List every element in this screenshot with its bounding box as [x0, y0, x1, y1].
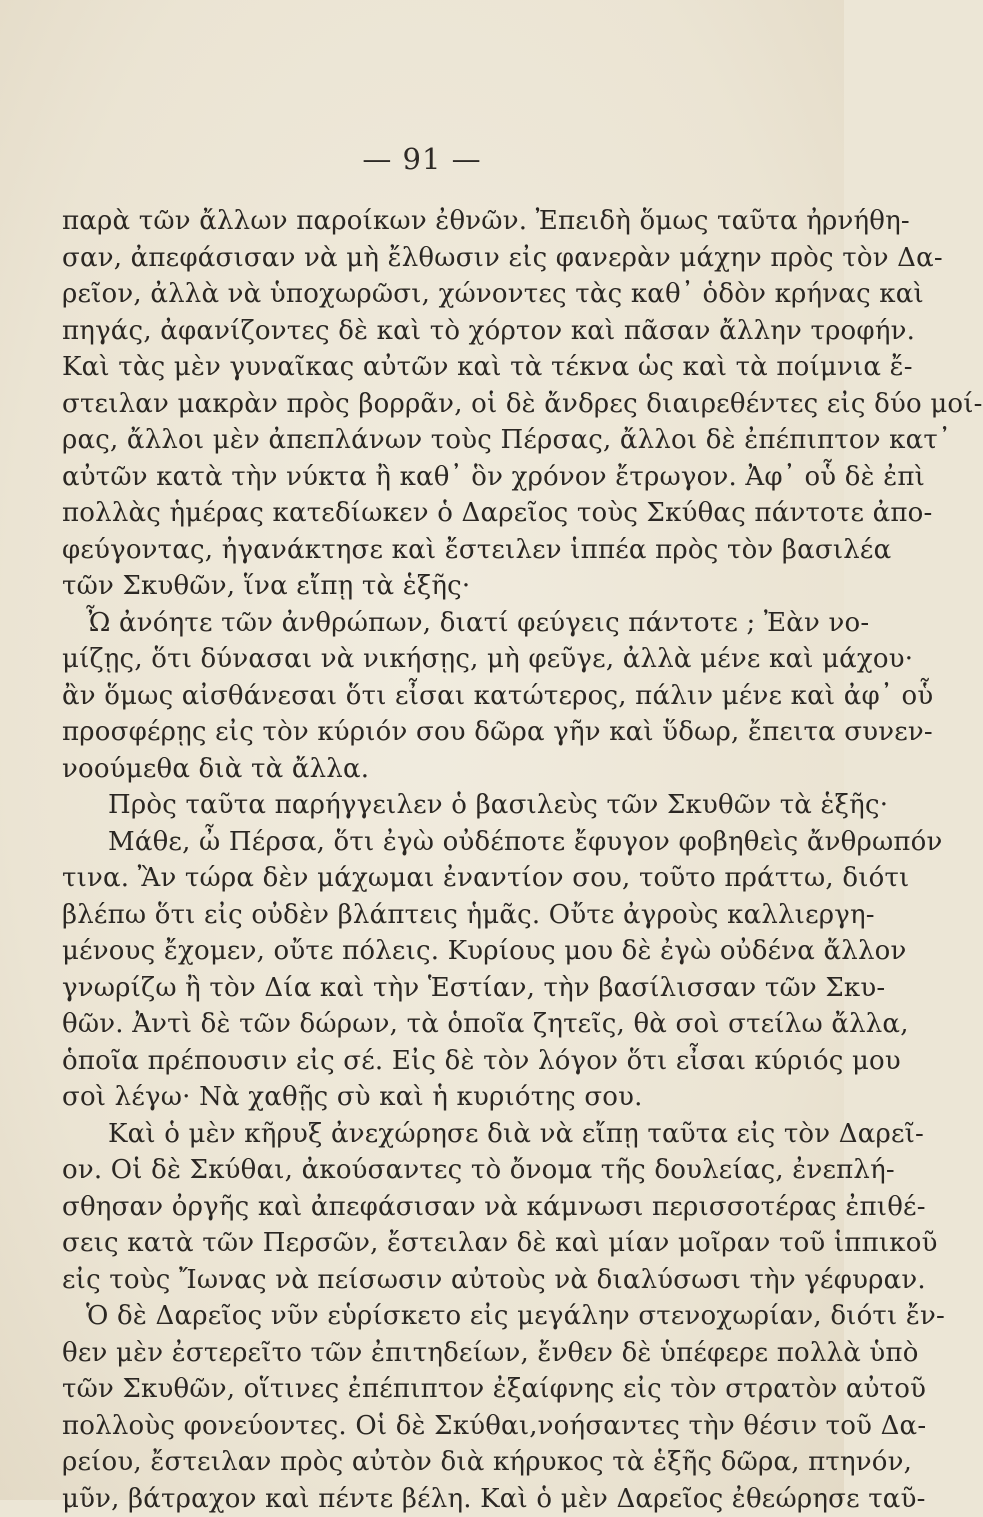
text-line: Μάθε, ὦ Πέρσα, ὅτι ἐγὼ οὐδέποτε ἔφυγον φοβηθεὶς ἄνθρωπόν	[62, 824, 800, 861]
text-line: τῶν Σκυθῶν, ἵνα εἴπῃ τὰ ἑξῆς·	[62, 568, 800, 605]
text-line: ὁποῖα πρέπουσιν εἰς σέ. Εἰς δὲ τὸν λόγον ὅτι εἶσαι κύριός μου	[62, 1043, 800, 1080]
text-line: τῶν Σκυθῶν, οἵτινες ἐπέπιπτον ἐξαίφνης εἰς τὸν στρατὸν αὐτοῦ	[62, 1371, 800, 1408]
text-line: θῶν. Ἀντὶ δὲ τῶν δώρων, τὰ ὁποῖα ζητεῖς, θὰ σοὶ στείλω ἄλλα,	[62, 1006, 800, 1043]
text-line: πολλοὺς φονεύοντες. Οἱ δὲ Σκύθαι,νοήσαντες τὴν θέσιν τοῦ Δα-	[62, 1408, 800, 1445]
text-line: βλέπω ὅτι εἰς οὐδὲν βλάπτεις ἡμᾶς. Οὔτε ἀγροὺς καλλιεργη-	[62, 897, 800, 934]
text-line: θεν μὲν ἐστερεῖτο τῶν ἐπιτηδείων, ἔνθεν δὲ ὑπέφερε πολλὰ ὑπὸ	[62, 1335, 800, 1372]
text-line: μένους ἔχομεν, οὔτε πόλεις. Κυρίους μου δὲ ἐγὼ οὐδένα ἄλλον	[62, 933, 800, 970]
text-line: πολλὰς ἡμέρας κατεδίωκεν ὁ Δαρεῖος τοὺς Σκύθας πάντοτε ἀπο-	[62, 495, 800, 532]
text-line: ρείου, ἔστειλαν πρὸς αὐτὸν διὰ κήρυκος τὰ ἑξῆς δῶρα, πτηνόν,	[62, 1444, 800, 1481]
page-number: — 91 —	[0, 142, 844, 176]
text-line: προσφέρῃς εἰς τὸν κύριόν σου δῶρα γῆν καὶ ὕδωρ, ἔπειτα συνεν-	[62, 714, 800, 751]
text-line: ἂν ὅμως αἰσθάνεσαι ὅτι εἶσαι κατώτερος, πάλιν μένε καὶ ἀφ᾽ οὗ	[62, 678, 800, 715]
text-line: Ὦ ἀνόητε τῶν ἀνθρώπων, διατί φεύγεις πάντοτε ; Ἐὰν νο-	[62, 605, 800, 642]
text-line: Ὁ δὲ Δαρεῖος νῦν εὑρίσκετο εἰς μεγάλην στενοχωρίαν, διότι ἔν-	[62, 1298, 800, 1335]
text-line: σοὶ λέγω· Νὰ χαθῇς σὺ καὶ ἡ κυριότης σου.	[62, 1079, 800, 1116]
body-text	[62, 203, 800, 1517]
text-line: ρεῖον, ἀλλὰ νὰ ὑποχωρῶσι, χώνοντες τὰς καθ᾽ ὁδὸν κρήνας καὶ	[62, 276, 800, 313]
text-line: ον. Οἱ δὲ Σκύθαι, ἀκούσαντες τὸ ὄνομα τῆς δουλείας, ἐνεπλή-	[62, 1152, 800, 1189]
text-line: σαν, ἀπεφάσισαν νὰ μὴ ἔλθωσιν εἰς φανερὰν μάχην πρὸς τὸν Δα-	[62, 240, 800, 277]
text-line: μίζῃς, ὅτι δύνασαι νὰ νικήσῃς, μὴ φεῦγε, ἀλλὰ μένε καὶ μάχου·	[62, 641, 800, 678]
text-line: μῦν, βάτραχον καὶ πέντε βέλη. Καὶ ὁ μὲν Δαρεῖος ἐθεώρησε ταῦ-	[62, 1481, 800, 1517]
text-line: νοούμεθα διὰ τὰ ἄλλα.	[62, 751, 800, 788]
text-line: εἰς τοὺς Ἴωνας νὰ πείσωσιν αὐτοὺς νὰ διαλύσωσι τὴν γέφυραν.	[62, 1262, 800, 1299]
text-line: Καὶ ὁ μὲν κῆρυξ ἀνεχώρησε διὰ νὰ εἴπῃ ταῦτα εἰς τὸν Δαρεῖ-	[62, 1116, 800, 1153]
text-line: πηγάς, ἀφανίζοντες δὲ καὶ τὸ χόρτον καὶ πᾶσαν ἄλλην τροφήν.	[62, 313, 800, 350]
text-line: Καὶ τὰς μὲν γυναῖκας αὐτῶν καὶ τὰ τέκνα ὡς καὶ τὰ ποίμνια ἔ-	[62, 349, 800, 386]
text-line: τινα. Ἂν τώρα δὲν μάχωμαι ἐναντίον σου, τοῦτο πράττω, διότι	[62, 860, 800, 897]
text-line: στειλαν μακρὰν πρὸς βορρᾶν, οἱ δὲ ἄνδρες διαιρεθέντες εἰς δύο μοί-	[62, 386, 800, 423]
text-line: φεύγοντας, ἠγανάκτησε καὶ ἔστειλεν ἱππέα πρὸς τὸν βασιλέα	[62, 532, 800, 569]
text-line: Πρὸς ταῦτα παρήγγειλεν ὁ βασιλεὺς τῶν Σκυθῶν τὰ ἑξῆς·	[62, 787, 800, 824]
text-line: παρὰ τῶν ἄλλων παροίκων ἐθνῶν. Ἐπειδὴ ὅμως ταῦτα ἠρνήθη-	[62, 203, 800, 240]
text-line: γνωρίζω ἢ τὸν Δία καὶ τὴν Ἑστίαν, τὴν βασίλισσαν τῶν Σκυ-	[62, 970, 800, 1007]
text-line: σεις κατὰ τῶν Περσῶν, ἔστειλαν δὲ καὶ μίαν μοῖραν τοῦ ἱππικοῦ	[62, 1225, 800, 1262]
text-line: ρας, ἄλλοι μὲν ἀπεπλάνων τοὺς Πέρσας, ἄλλοι δὲ ἐπέπιπτον κατ᾽	[62, 422, 800, 459]
text-line: σθησαν ὀργῆς καὶ ἀπεφάσισαν νὰ κάμνωσι περισσοτέρας ἐπιθέ-	[62, 1189, 800, 1226]
text-line: αὐτῶν κατὰ τὴν νύκτα ἢ καθ᾽ ὃν χρόνον ἔτρωγον. Ἀφ᾽ οὗ δὲ ἐπὶ	[62, 459, 800, 496]
